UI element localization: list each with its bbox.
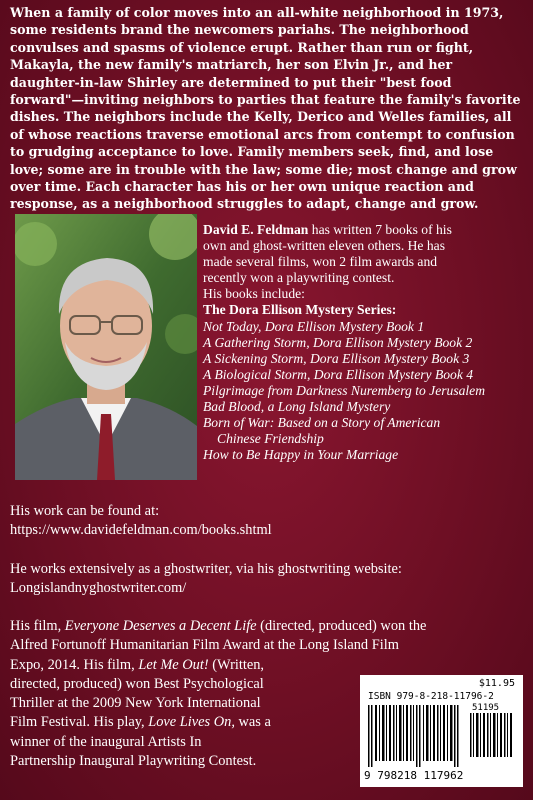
- book-title: Born of War: Based on a Story of American: [203, 415, 441, 431]
- isbn-number: 9 798218 117962: [364, 769, 464, 782]
- work-label: His work can be found at:: [10, 503, 160, 519]
- book-title: Chinese Friendship: [217, 431, 324, 447]
- book-title: A Sickening Storm, Dora Ellison Mystery Book 3: [203, 350, 470, 366]
- author-bio-line-1: David E. Feldman has written 7 books of his: [203, 222, 452, 237]
- book-title: Not Today, Dora Ellison Mystery Book 1: [203, 318, 425, 334]
- film-line-6: Film Festival. His play, Love Lives On, was a: [10, 714, 271, 731]
- book-title: Pilgrimage from Darkness Nuremberg to Jerusalem: [203, 382, 486, 398]
- author-bio-line-2: own and ghost-written eleven others. He has: [203, 238, 445, 254]
- price-addon: 51195: [472, 703, 500, 713]
- film-line-1: His film, Everyone Deserves a Decent Life (directed, produced) won the: [10, 618, 427, 634]
- book-title: A Biological Storm, Dora Ellison Mystery Book 4: [203, 366, 474, 382]
- ghostwriter-label: He works extensively as a ghostwriter, via his ghostwriting website:: [10, 561, 402, 577]
- author-bio-line-3: made several films, won 2 film awards and: [203, 254, 438, 270]
- film-line-3: Expo, 2014. His film, Let Me Out! (Written,: [10, 656, 265, 673]
- film-title: Everyone Deserves a Decent Life: [64, 618, 257, 634]
- series-title: The Dora Ellison Mystery Series:: [203, 302, 397, 318]
- books-intro: His books include:: [203, 286, 305, 302]
- book-title: How to Be Happy in Your Marriage: [203, 447, 399, 463]
- price-label: $11.95: [478, 678, 515, 689]
- author-bio: [203, 222, 528, 463]
- barcode-bars: [366, 705, 517, 767]
- book-title: A Gathering Storm, Dora Ellison Mystery Book 2: [203, 334, 473, 350]
- film-line-5: Thriller at the 2009 New York International: [10, 695, 261, 712]
- work-section: [10, 502, 525, 541]
- ghostwriter-url: Longislandnyghostwriter.com/: [10, 580, 187, 597]
- author-photo: [15, 214, 197, 480]
- film-line-8: Partnership Inaugural Playwriting Contest.: [10, 753, 257, 770]
- isbn-barcode: [360, 675, 523, 787]
- author-name: David E. Feldman: [203, 222, 309, 237]
- film-line-2: Alfred Fortunoff Humanitarian Film Award at the Long Island Film: [10, 637, 399, 654]
- film-title: Let Me Out!: [138, 656, 209, 673]
- back-cover-blurb: When a family of color moves into an all-white neighborhood in 1973, some residents brand the newcomers pariahs. The neighborhood convulses and spasms of violence erupt. Rather than run or fight, Makayla, the new family's matriarch, her son Elvin Jr., and her daughter-in-law Shirley are determined to put their "best food forward"—inviting neighbors to parties that feature the family's favorite dishes. The neighbors include the Kelly, Derico and Welles families, all of whose reactions traverse emotional arcs from contempt to confusion to grudging acceptance to love. Family members seek, find, and lose love; some are in trouble with the law; some die; most change and grow over time. Each character has his or her own unique reaction and response, as a neighborhood struggles to adapt, change and grow.: [10, 5, 521, 212]
- ghostwriter-section: [10, 560, 525, 599]
- film-line-4: directed, produced) won Best Psychological: [10, 675, 264, 692]
- film-line-7: winner of the inaugural Artists In: [10, 733, 202, 750]
- play-title: Love Lives On,: [148, 714, 235, 731]
- isbn-text: ISBN 979-8-218-11796-2: [368, 691, 494, 702]
- book-title: Bad Blood, a Long Island Mystery: [203, 399, 391, 415]
- author-bio-line-4: recently won a playwriting contest.: [203, 270, 395, 286]
- work-url: https://www.davidefeldman.com/books.shtml: [10, 522, 272, 539]
